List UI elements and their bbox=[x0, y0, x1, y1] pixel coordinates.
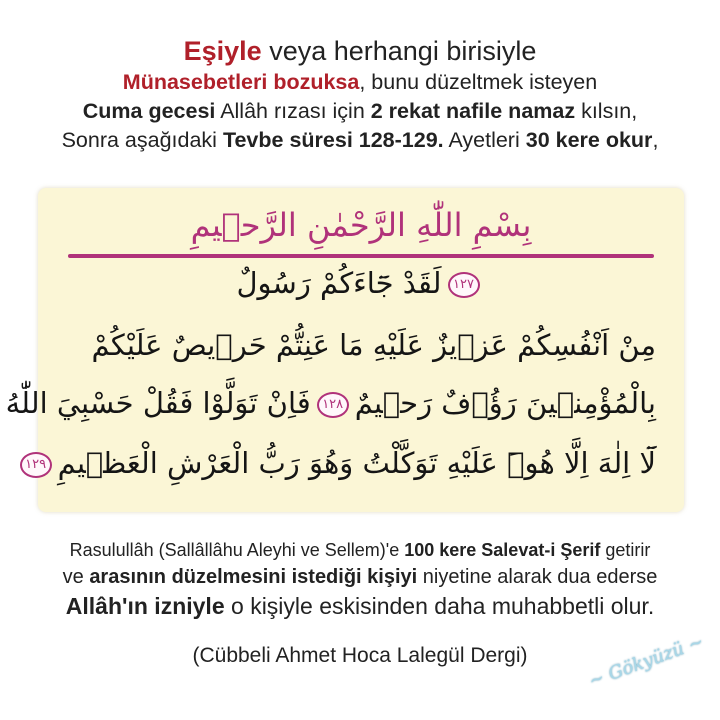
verse-line-2: مِنْ اَنْفُسِكُمْ عَز۪يزٌ عَلَيْهِ مَا عَنِتُّمْ حَر۪يصٌ عَلَيْكُمْ bbox=[91, 328, 656, 362]
intro-line-2-rest: , bunu düzeltmek isteyen bbox=[359, 70, 598, 94]
bottom-line-1-end: getirir bbox=[600, 540, 651, 560]
intro-line-3-end: kılsın, bbox=[575, 99, 638, 123]
intro-line-3 bbox=[20, 97, 700, 126]
bottom-line-1 bbox=[30, 537, 690, 563]
verse-line-1-text: لَقَدْ جَٓاءَكُمْ رَسُولٌ bbox=[236, 266, 442, 300]
bottom-text bbox=[30, 537, 690, 622]
highlight-esiyle: Eşiyle bbox=[183, 36, 262, 66]
bold-30-kere: 30 kere okur bbox=[525, 128, 653, 152]
intro-line-1-rest: veya herhangi birisiyle bbox=[261, 36, 537, 66]
bold-salevat: 100 kere Salevat-i Şerif bbox=[404, 540, 601, 560]
intro-line-1 bbox=[20, 34, 700, 68]
arabic-verse-panel bbox=[5, 188, 684, 512]
verse-line-1 bbox=[66, 266, 656, 300]
bottom-line-2-end: niyetine alarak dua ederse bbox=[417, 566, 658, 588]
verse-line-3-b: فَاِنْ تَوَلَّوْا فَقُلْ حَسْبِيَ اللّٰهُ bbox=[5, 386, 311, 420]
bottom-line-1-start: Rasulullâh (Sallâllâhu Aleyhi ve Sellem)'e bbox=[69, 540, 405, 560]
ayah-number-128: ١٢٨ bbox=[317, 392, 349, 418]
highlight-munasebet: Münasebetleri bozuksa bbox=[122, 70, 360, 94]
bottom-line-3 bbox=[30, 591, 690, 622]
bottom-line-3-rest: o kişiyle eskisinden daha muhabbetli olur. bbox=[224, 593, 655, 619]
intro-text bbox=[20, 34, 700, 155]
bismillah: بِسْمِ اللّٰهِ الرَّحْمٰنِ الرَّح۪يمِ bbox=[190, 206, 532, 244]
bottom-line-2-start: ve bbox=[62, 566, 90, 588]
source-citation: (Cübbeli Ahmet Hoca Lalegül Dergi) bbox=[192, 644, 528, 667]
watermark: ~ Gökyüzü ~ bbox=[586, 631, 707, 692]
ayah-number-127: ١٢٧ bbox=[448, 272, 480, 298]
ayah-number-129: ١٢٩ bbox=[20, 452, 52, 478]
bold-allahin-izniyle: Allâh'ın izniyle bbox=[65, 593, 225, 619]
verse-line-3-a: بِالْمُؤْمِن۪ينَ رَؤُ۫فٌ رَح۪يمٌ bbox=[354, 386, 656, 420]
bold-cuma-gecesi: Cuma gecesi bbox=[82, 99, 216, 123]
verse-line-3 bbox=[5, 386, 656, 420]
intro-line-4-mid: Ayetleri bbox=[443, 128, 526, 152]
intro-line-4 bbox=[20, 126, 700, 155]
intro-line-3-mid: Allâh rızası için bbox=[215, 99, 371, 123]
bottom-line-2 bbox=[30, 563, 690, 591]
bold-rekat: 2 rekat nafile namaz bbox=[370, 99, 576, 123]
verse-line-4 bbox=[25, 446, 656, 480]
intro-line-4-start: Sonra aşağıdaki bbox=[61, 128, 223, 152]
bold-tevbe: Tevbe süresi 128-129. bbox=[222, 128, 444, 152]
verse-line-4-text: لَٓا اِلٰهَ اِلَّا هُوَۜ عَلَيْهِ تَوَكَّلْتُ وَهُوَ رَبُّ الْعَرْشِ الْعَظ۪يمِ bbox=[57, 446, 656, 480]
bold-arasinin: arasının düzelmesini istediği kişiyi bbox=[89, 566, 418, 588]
bismillah-underline bbox=[68, 254, 654, 258]
intro-line-2 bbox=[20, 68, 700, 97]
intro-line-4-end: , bbox=[652, 128, 659, 152]
